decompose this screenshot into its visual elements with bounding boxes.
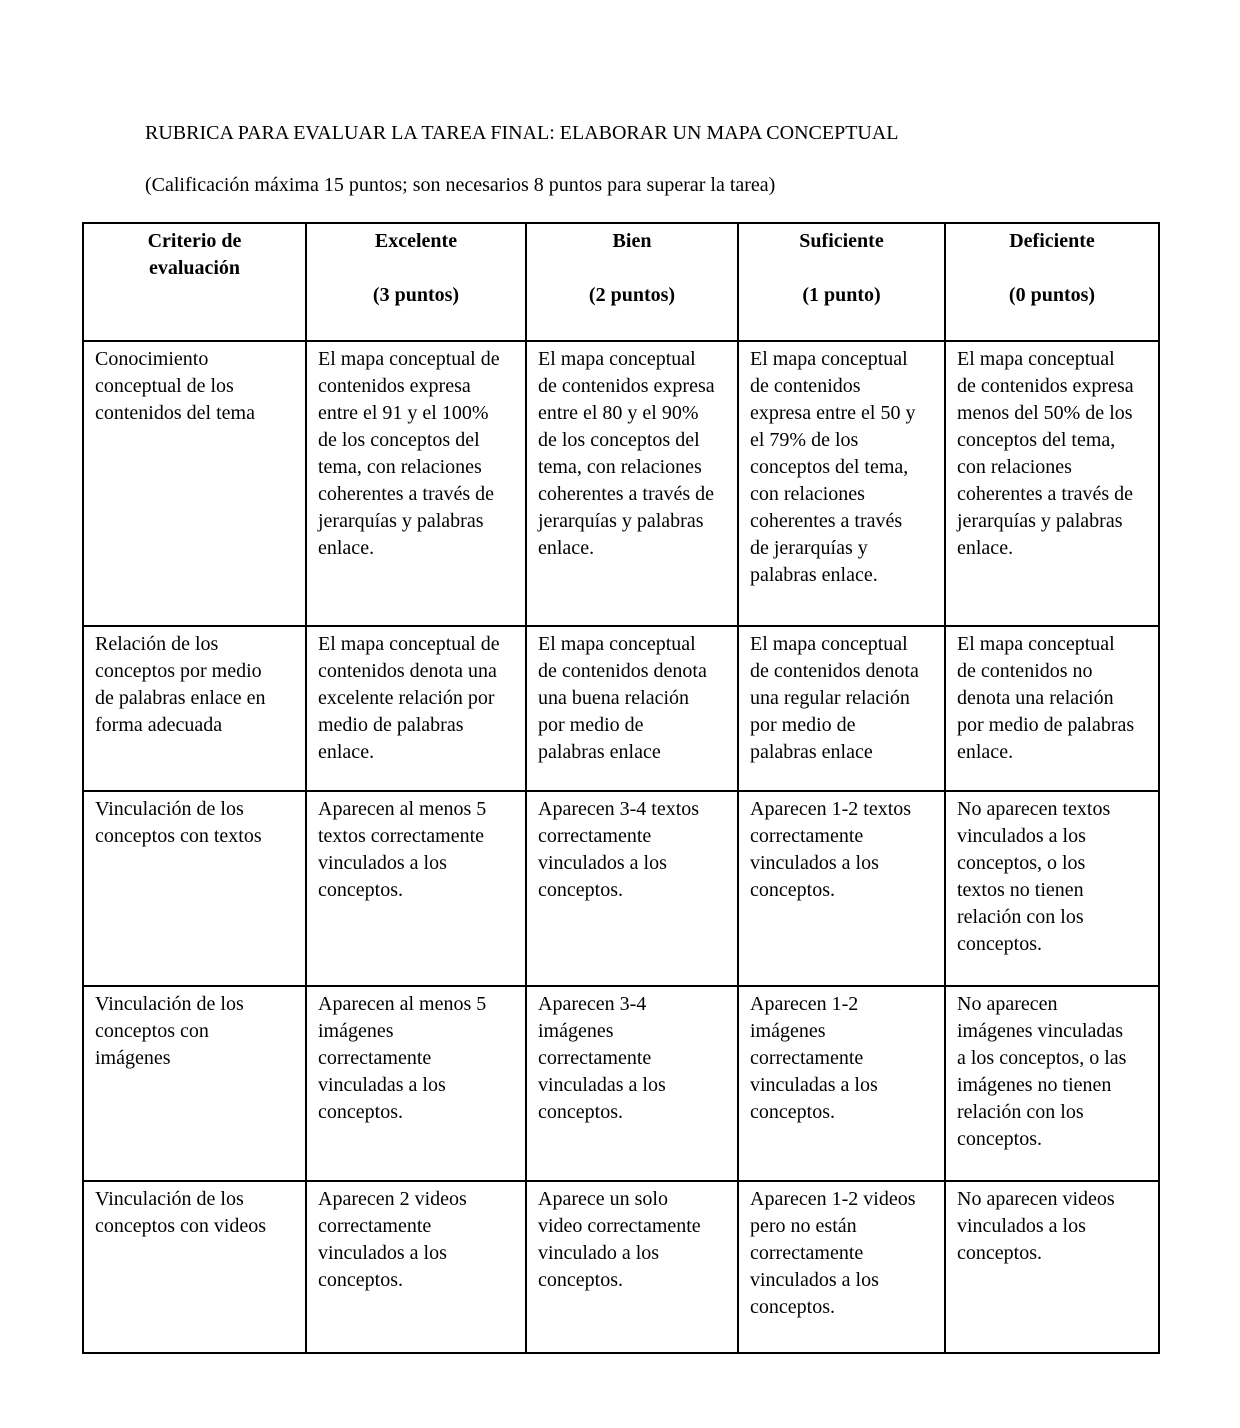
column-header-label: Excelente (374, 230, 458, 252)
excelente-cell: Aparecen al menos 5 textos correctamente vinculados a los conceptos. (306, 791, 526, 986)
column-header-deficiente (945, 223, 1159, 341)
criterion-cell: Relación de los conceptos por medio de palabras enlace en forma adecuada (83, 626, 306, 791)
column-header-bien (526, 223, 738, 341)
table-row (83, 791, 1159, 986)
bien-cell: Aparecen 3-4 imágenes correctamente vinculadas a los conceptos. (526, 986, 738, 1181)
column-header-points: (3 puntos) (372, 284, 460, 306)
bien-cell: El mapa conceptual de contenidos denota una buena relación por medio de palabras enlace (526, 626, 738, 791)
table-row (83, 341, 1159, 626)
deficiente-cell: El mapa conceptual de contenidos no denota una relación por medio de palabras enlace. (945, 626, 1159, 791)
table-row (83, 1181, 1159, 1353)
suficiente-cell: Aparecen 1-2 videos pero no están correctamente vinculados a los conceptos. (738, 1181, 945, 1353)
column-header-points: (0 puntos) (1008, 284, 1096, 306)
column-header-label: Suficiente (799, 230, 884, 252)
column-header-suficiente (738, 223, 945, 341)
column-header-label: Criterio de evaluación (147, 230, 242, 279)
column-header-excelente (306, 223, 526, 341)
suficiente-cell: El mapa conceptual de contenidos denota una regular relación por medio de palabras enlace (738, 626, 945, 791)
excelente-cell: Aparecen al menos 5 imágenes correctamente vinculadas a los conceptos. (306, 986, 526, 1181)
criterion-cell: Vinculación de los conceptos con textos (83, 791, 306, 986)
document-title: RUBRICA PARA EVALUAR LA TAREA FINAL: ELABORAR UN MAPA CONCEPTUAL (145, 122, 899, 144)
deficiente-cell: No aparecen textos vinculados a los conceptos, o los textos no tienen relación con los conceptos. (945, 791, 1159, 986)
bien-cell: Aparece un solo video correctamente vinculado a los conceptos. (526, 1181, 738, 1353)
bien-cell: Aparecen 3-4 textos correctamente vinculados a los conceptos. (526, 791, 738, 986)
deficiente-cell: El mapa conceptual de contenidos expresa menos del 50% de los conceptos del tema, con relaciones coherentes a través de jerarquías y palabras enlace. (945, 341, 1159, 626)
table-row (83, 986, 1159, 1181)
excelente-cell: El mapa conceptual de contenidos expresa entre el 91 y el 100% de los conceptos del tema, con relaciones coherentes a través de jerarquías y palabras enlace. (306, 341, 526, 626)
column-header-label: Deficiente (1009, 230, 1095, 252)
suficiente-cell: Aparecen 1-2 imágenes correctamente vinculadas a los conceptos. (738, 986, 945, 1181)
column-header-points: (2 puntos) (588, 284, 676, 306)
bien-cell: El mapa conceptual de contenidos expresa entre el 80 y el 90% de los conceptos del tema, con relaciones coherentes a través de jerarquías y palabras enlace. (526, 341, 738, 626)
deficiente-cell: No aparecen videos vinculados a los conceptos. (945, 1181, 1159, 1353)
criterion-cell: Vinculación de los conceptos con videos (83, 1181, 306, 1353)
table-row (83, 626, 1159, 791)
criterion-cell: Conocimiento conceptual de los contenidos del tema (83, 341, 306, 626)
criterion-cell: Vinculación de los conceptos con imágenes (83, 986, 306, 1181)
excelente-cell: Aparecen 2 videos correctamente vinculados a los conceptos. (306, 1181, 526, 1353)
deficiente-cell: No aparecen imágenes vinculadas a los conceptos, o las imágenes no tienen relación con los conceptos. (945, 986, 1159, 1181)
rubric-table (82, 222, 1160, 1354)
column-header-points (108, 309, 281, 336)
suficiente-cell: El mapa conceptual de contenidos expresa entre el 50 y el 79% de los conceptos del tema, con relaciones coherentes a través de jerarquías y palabras enlace. (738, 341, 945, 626)
column-header-label: Bien (612, 230, 652, 252)
table-header-row (83, 223, 1159, 341)
suficiente-cell: Aparecen 1-2 textos correctamente vinculados a los conceptos. (738, 791, 945, 986)
column-header-points: (1 punto) (802, 284, 881, 306)
document-subtitle: (Calificación máxima 15 puntos; son necesarios 8 puntos para superar la tarea) (145, 174, 776, 196)
excelente-cell: El mapa conceptual de contenidos denota una excelente relación por medio de palabras enlace. (306, 626, 526, 791)
column-header-criterio (83, 223, 306, 341)
